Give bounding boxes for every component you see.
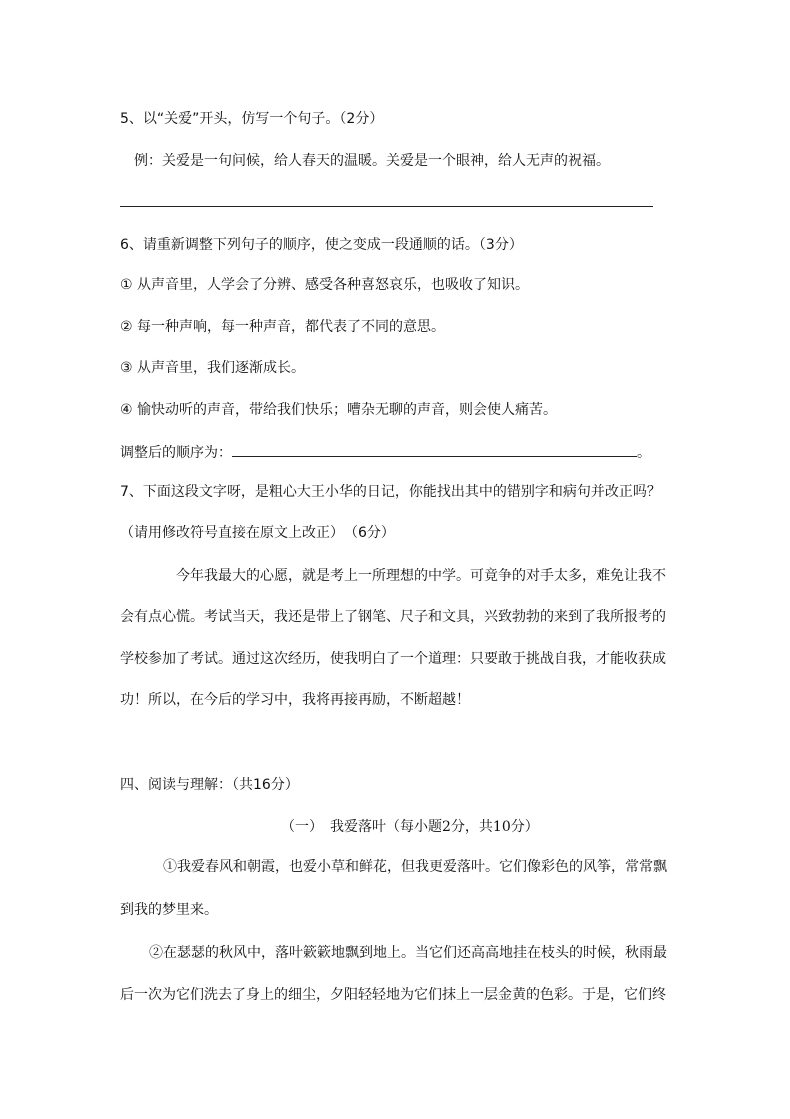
para2-line-2: 后一次为它们洗去了身上的细尘，夕阳轻轻地为它们抹上一层金黄的色彩。于是，它们终 [120, 987, 666, 1003]
q6-item-3: ③ 从声音里，我们逐渐成长。 [120, 360, 306, 376]
q7-diary-line-3: 学校参加了考试。通过这次经历，使我明白了一个道理：只要敢于挑战自我，才能收获成 [120, 651, 666, 667]
q6-answer-blank[interactable] [232, 442, 637, 457]
q6-item-4: ④ 愉快动听的声音，带给我们快乐；嘈杂无聊的声音，则会使人痛苦。 [120, 402, 557, 418]
q5-answer-line [120, 206, 653, 207]
q6-title: 6、请重新调整下列句子的顺序，使之变成一段通顺的话。（3分） [120, 237, 523, 253]
para1-line-2: 到我的梦里来。 [120, 902, 218, 918]
q7-note: （请用修改符号直接在原文上改正） （6分） [120, 525, 395, 541]
q7-diary-line-2: 会有点心慌。考试当天，我还是带上了钢笔、尺子和文具，兴致勃勃的来到了我所报考的 [120, 609, 666, 625]
q6-item-2: ② 每一种声响，每一种声音，都代表了不同的意思。 [120, 319, 445, 335]
q7-diary-line-4: 功！所以，在今后的学习中，我将再接再励，不断超越！ [120, 692, 470, 708]
q6-answer-end: 。 [637, 445, 651, 461]
section4-heading: 四、阅读与理解：（共16分） [120, 777, 299, 793]
q6-answer-label: 调整后的顺序为： [120, 445, 232, 461]
q7-diary-line-1: 今年我最大的心愿，就是考上一所理想的中学。可竟争的对手太多，难免让我不 [176, 568, 666, 584]
q5-example: 例：关爱是一句问候，给人春天的温暖。关爱是一个眼神，给人无声的祝福。 [134, 153, 610, 169]
q6-answer-row [120, 442, 651, 462]
q5-title: 5、以“关爱”开头，仿写一个句子。（2分） [120, 111, 384, 127]
para2-line-1: ②在瑟瑟的秋风中，落叶簌簌地飘到地上。当它们还高高地挂在枝头的时候，秋雨最 [149, 945, 667, 961]
q6-item-1: ① 从声音里，人学会了分辨、感受各种喜怒哀乐，也吸收了知识。 [120, 277, 529, 293]
passage-title: （一） 我爱落叶（每小题2分，共10分） [281, 819, 539, 835]
q7-title: 7、下面这段文字呀，是粗心大王小华的日记，你能找出其中的错别字和病句并改正吗？ [120, 484, 661, 500]
para1-line-1: ①我爱春风和朝霞，也爱小草和鲜花，但我更爱落叶。它们像彩色的风筝，常常飘 [163, 859, 667, 875]
